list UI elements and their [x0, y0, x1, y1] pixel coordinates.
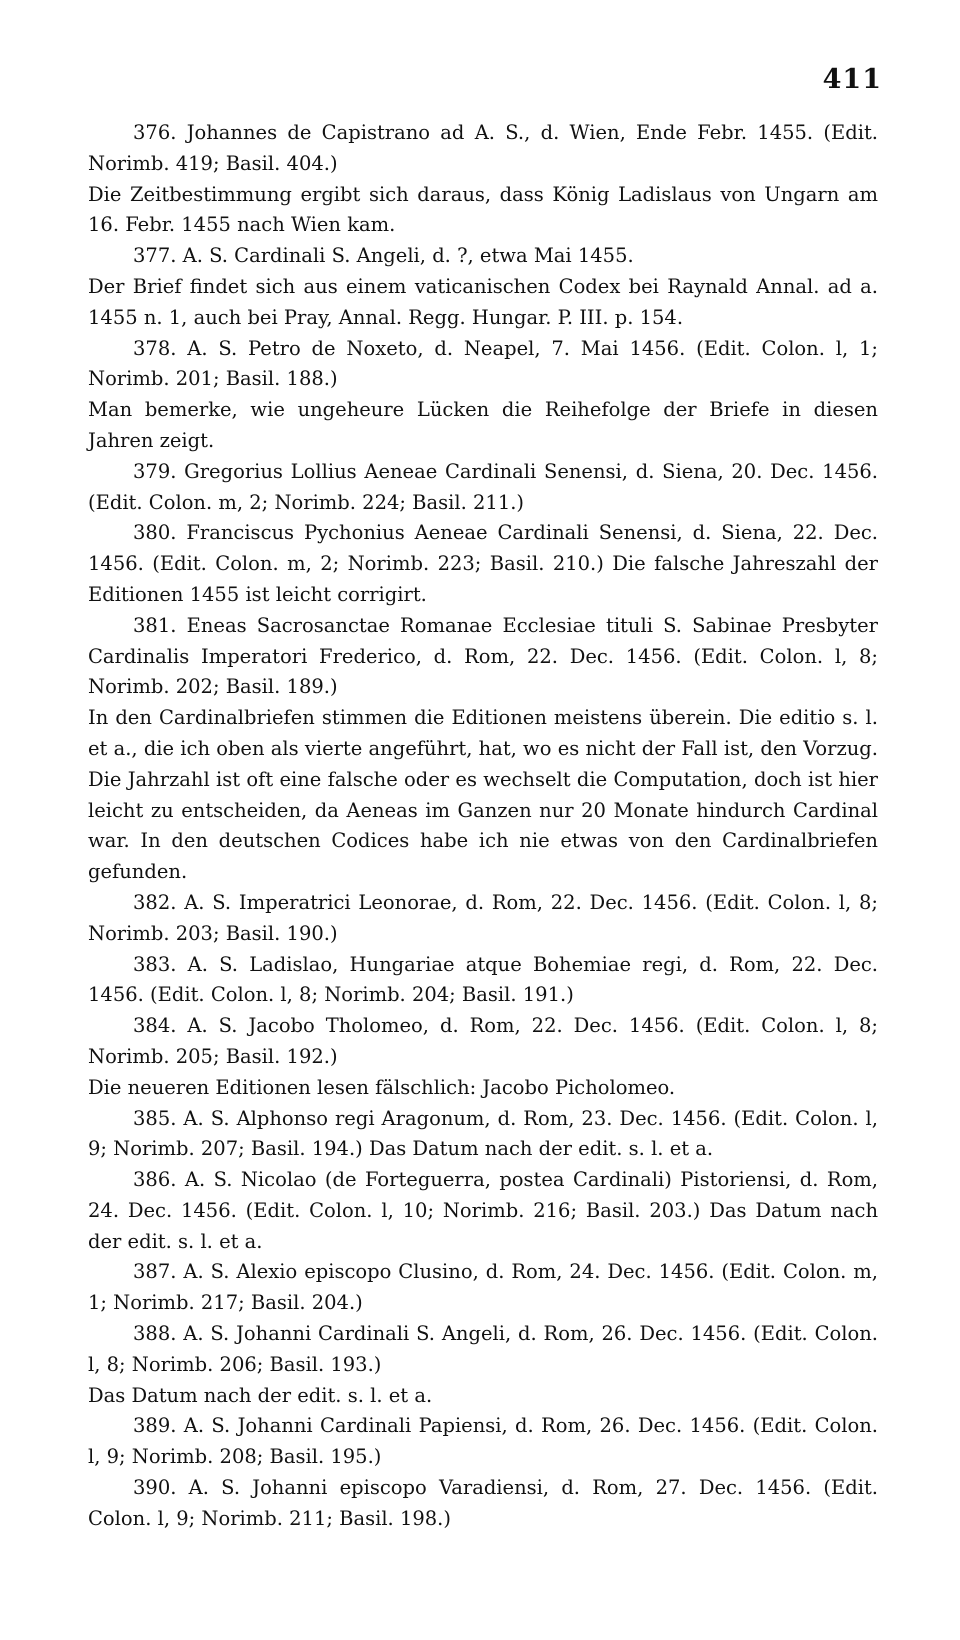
entry-377: 377. A. S. Cardinali S. Angeli, d. ?, etwa Mai 1455.	[133, 244, 634, 268]
entry-376: 376. Johannes de Capistrano ad A. S., d. Wien, Ende Febr. 1455. (Edit. Norimb. 419; Basil. 404.)	[88, 121, 878, 175]
page-number: 411	[822, 64, 882, 95]
note-381: In den Cardinalbriefen stimmen die Editionen meistens überein. Die editio s. l. et a., die ich oben als vierte angeführt, hat, wo es nicht der Fall ist, den Vorzug. Die Jahrzahl ist oft eine falsche oder es wechselt die Computation, doch ist hier leicht zu entscheiden, da Aeneas im Ganzen nur 20 Monate hindurch Cardinal war. In den deutschen Codices habe ich nie etwas von den Cardinalbriefen gefunden.	[88, 706, 878, 884]
entry-385: 385. A. S. Alphonso regi Aragonum, d. Rom, 23. Dec. 1456. (Edit. Colon. l, 9; Norimb. 207; Basil. 194.) Das Datum nach der edit. s. l. et a.	[88, 1106, 878, 1161]
entry-388: 388. A. S. Johanni Cardinali S. Angeli, d. Rom, 26. Dec. 1456. (Edit. Colon. l, 8; Norimb. 206; Basil. 193.)	[88, 1322, 878, 1376]
entry-383: 383. A. S. Ladislao, Hungariae atque Bohemiae regi, d. Rom, 22. Dec. 1456. (Edit. Colon. l, 8; Norimb. 204; Basil. 191.)	[88, 952, 878, 1007]
entry-378: 378. A. S. Petro de Noxeto, d. Neapel, 7. Mai 1456. (Edit. Colon. l, 1; Norimb. 201; Basil. 188.)	[88, 336, 878, 391]
note-377: Der Brief findet sich aus einem vaticanischen Codex bei Raynald Annal. ad a. 1455 n. 1, auch bei Pray, Annal. Regg. Hungar. P. III. p. 154.	[88, 274, 878, 329]
note-378: Man bemerke, wie ungeheure Lücken die Reihefolge der Briefe in diesen Jahren zeigt.	[88, 398, 878, 452]
entry-390: 390. A. S. Johanni episcopo Varadiensi, d. Rom, 27. Dec. 1456. (Edit. Colon. l, 9; Norimb. 211; Basil. 198.)	[88, 1476, 878, 1530]
entry-379: 379. Gregorius Lollius Aeneae Cardinali Senensi, d. Siena, 20. Dec. 1456. (Edit. Colon. m, 2; Norimb. 224; Basil. 211.)	[88, 459, 878, 514]
entry-387: 387. A. S. Alexio episcopo Clusino, d. Rom, 24. Dec. 1456. (Edit. Colon. m, 1; Norimb. 217; Basil. 204.)	[88, 1260, 878, 1315]
entry-380: 380. Franciscus Pychonius Aeneae Cardinali Senensi, d. Siena, 22. Dec. 1456. (Edit. Colon. m, 2; Norimb. 223; Basil. 210.) Die falsche Jahreszahl der Editionen 1455 ist leicht corrigirt.	[88, 521, 878, 606]
entry-382: 382. A. S. Imperatrici Leonorae, d. Rom, 22. Dec. 1456. (Edit. Colon. l, 8; Norimb. 203; Basil. 190.)	[88, 890, 878, 945]
entry-381: 381. Eneas Sacrosanctae Romanae Ecclesiae tituli S. Sabinae Presbyter Cardinalis Imperatori Frederico, d. Rom, 22. Dec. 1456. (Edit. Colon. l, 8; Norimb. 202; Basil. 189.)	[88, 613, 878, 699]
entry-384: 384. A. S. Jacobo Tholomeo, d. Rom, 22. Dec. 1456. (Edit. Colon. l, 8; Norimb. 205; Basil. 192.)	[88, 1014, 878, 1068]
entry-389: 389. A. S. Johanni Cardinali Papiensi, d. Rom, 26. Dec. 1456. (Edit. Colon. l, 9; Norimb. 208; Basil. 195.)	[88, 1414, 878, 1469]
note-376: Die Zeitbestimmung ergibt sich daraus, dass König Ladislaus von Ungarn am 16. Febr. 1455 nach Wien kam.	[88, 182, 878, 237]
text-body	[88, 118, 878, 1535]
entry-386: 386. A. S. Nicolao (de Forteguerra, postea Cardinali) Pistoriensi, d. Rom, 24. Dec. 1456. (Edit. Colon. l, 10; Norimb. 216; Basil. 203.) Das Datum nach der edit. s. l. et a.	[88, 1168, 878, 1253]
note-388: Das Datum nach der edit. s. l. et a.	[88, 1383, 433, 1407]
note-384: Die neueren Editionen lesen fälschlich: Jacobo Picholomeo.	[88, 1075, 676, 1099]
